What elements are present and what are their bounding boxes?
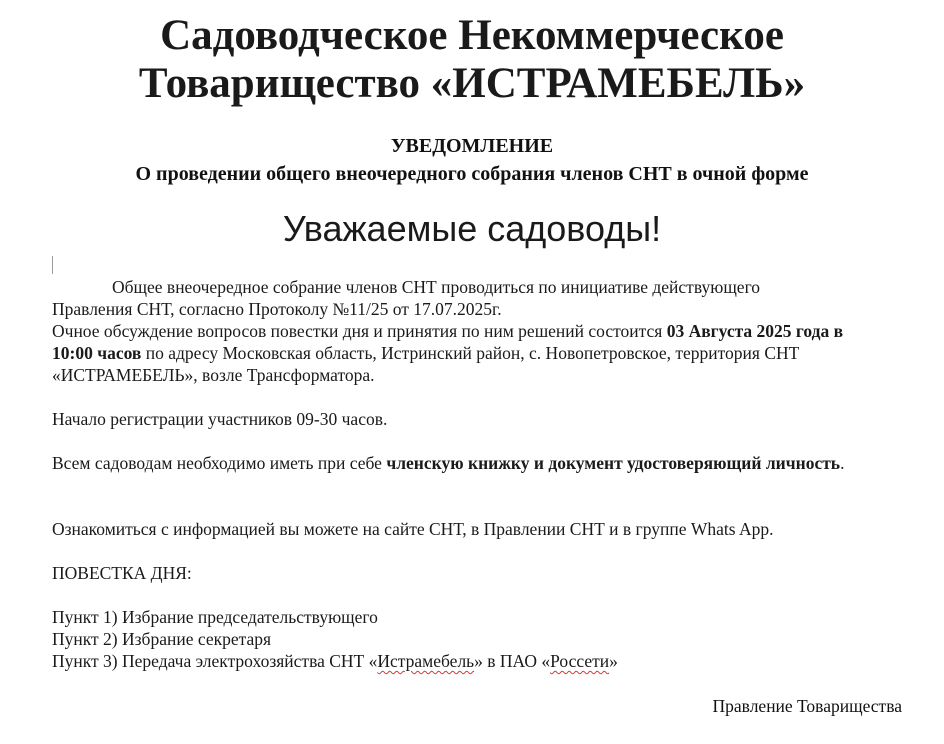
meeting-details-suffix: по адресу Московская область, Истринский район, с. Новопетровское, территория СНТ «ИСТРАМЕБЕЛЬ», возле Трансформатора. — [52, 343, 800, 385]
documents-required: членскую книжку и документ удостоверяющий личность — [386, 453, 841, 473]
notice-title: УВЕДОМЛЕНИЕ — [390, 135, 554, 157]
paragraph-initiative-line1: Общее внеочередное собрание членов СНТ проводиться по инициативе действующего — [112, 277, 761, 297]
info-text: Ознакомиться с информацией вы можете на сайте СНТ, в Правлении СНТ и в группе Whats App. — [52, 519, 774, 539]
agenda-item-3-suffix: » — [609, 651, 618, 671]
notice-heading — [0, 132, 944, 188]
agenda-item-3-middle: » в ПАО « — [474, 651, 551, 671]
organization-title-line2: Товарищество «ИСТРАМЕБЕЛЬ» — [138, 60, 806, 107]
organization-title-line1: Садоводческое Некоммерческое — [160, 12, 784, 59]
agenda-item-3 — [52, 650, 902, 672]
agenda-list — [52, 606, 902, 672]
meeting-date: 03 Августа 2025 года в 10:00 часов — [52, 321, 844, 363]
agenda-item-1: Пункт 1) Избрание председательствующего — [52, 607, 378, 627]
signature: Правление Товарищества — [712, 696, 902, 716]
agenda-heading: ПОВЕСТКА ДНЯ: — [52, 563, 192, 583]
paragraph-documents — [52, 452, 902, 474]
agenda-item-2: Пункт 2) Избрание секретаря — [52, 629, 272, 649]
documents-prefix: Всем садоводам необходимо иметь при себе — [52, 453, 387, 473]
text-cursor — [52, 256, 53, 274]
paragraph-meeting-details — [52, 320, 868, 386]
spellcheck-word-rosseti[interactable]: Россети — [550, 651, 610, 671]
spellcheck-word-istramebel[interactable]: Истрамебель — [377, 651, 475, 671]
meeting-details-prefix: Очное обсуждение вопросов повестки дня и принятия по ним решений состоится — [52, 321, 667, 341]
paragraph-initiative-line2: Правления СНТ, согласно Протоколу №11/25 от 17.07.2025г. — [52, 299, 502, 319]
registration-text: Начало регистрации участников 09-30 часов. — [52, 409, 388, 429]
agenda-item-3-prefix: Пункт 3) Передача электрохозяйства СНТ « — [52, 651, 378, 671]
documents-suffix: . — [840, 453, 845, 473]
organization-title — [0, 12, 944, 108]
greeting: Уважаемые садоводы! — [282, 208, 662, 249]
paragraph-initiative — [52, 276, 902, 320]
notice-subtitle: О проведении общего внеочередного собрания членов СНТ в очной форме — [135, 163, 809, 185]
